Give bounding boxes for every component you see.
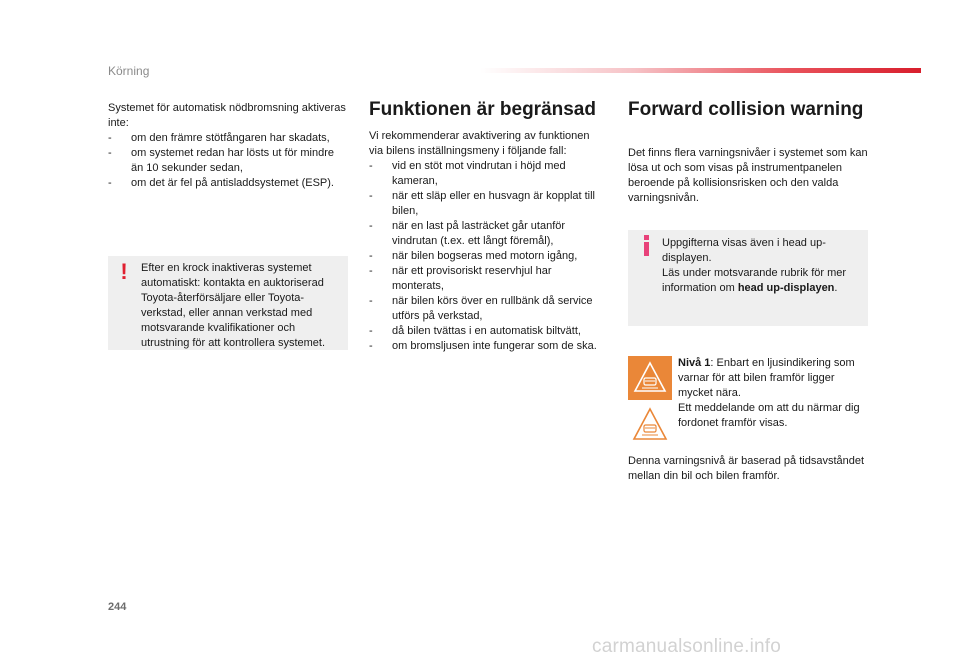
- info-bold-term: head up-displayen: [737, 282, 835, 294]
- section-title: Körning: [108, 64, 150, 78]
- page-number: 244: [108, 601, 127, 613]
- col1-intro: Systemet för automatisk nödbromsning aktiveras inte:: [108, 102, 346, 129]
- warning-box: [108, 256, 348, 350]
- info-line-1: Uppgifterna visas även i head up-displayen.: [662, 237, 826, 264]
- list-item: - om systemet redan har lösts ut för mindre än 10 sekunder sedan,: [108, 146, 348, 176]
- level-text: : Enbart en ljusindikering som varnar för att bilen framför ligger mycket nära.: [678, 357, 855, 399]
- col3-footer: Denna varningsnivå är baserad på tidsavståndet mellan din bil och bilen framför.: [628, 455, 865, 482]
- list-item: - om den främre stötfångaren har skadats,: [108, 131, 348, 146]
- info-box: [628, 230, 868, 326]
- col2-list: [369, 159, 605, 354]
- list-item: - när ett släp eller en husvagn är kopplat till bilen,: [369, 189, 605, 219]
- info-icon: [642, 234, 652, 258]
- col2-intro: Vi rekommenderar avaktivering av funktionen via bilens inställningsmeny i följande fall:: [369, 130, 590, 157]
- info-line-2: Läs under motsvarande rubrik för mer information om: [662, 267, 847, 294]
- info-text: [662, 236, 862, 296]
- col2-heading: Funktionen är begränsad: [369, 99, 596, 120]
- warning-text: Efter en krock inaktiveras systemet automatiskt: kontakta en auktoriserad Toyota-återförsäljare eller Toyota-verkstad, eller annan verkstad med motsvarande kvalifikationer och utrustning för att kontrollera systemet.: [141, 262, 326, 349]
- list-item: - när en last på lasträcket går utanför vindrutan (t.ex. ett långt föremål),: [369, 219, 605, 249]
- warning-exclamation-icon: !: [120, 259, 128, 284]
- col1-list: [108, 131, 348, 191]
- watermark: carmanualsonline.info: [592, 636, 782, 657]
- column-middle: [369, 99, 605, 354]
- list-item: - när bilen bogseras med motorn igång,: [369, 249, 605, 264]
- column-right: [628, 99, 868, 206]
- list-item: - om bromsljusen inte fungerar som de ska.: [369, 339, 605, 354]
- list-item: - när bilen körs över en rullbänk då service utförs på verkstad,: [369, 294, 605, 324]
- level-label: Nivå 1: [678, 357, 711, 369]
- level-description: [678, 356, 870, 431]
- list-item: - när ett provisoriskt reservhjul har monterats,: [369, 264, 605, 294]
- level-text-2: Ett meddelande om att du närmar dig fordonet framför visas.: [678, 402, 860, 429]
- list-item: - då bilen tvättas i en automatisk biltvätt,: [369, 324, 605, 339]
- list-item: - vid en stöt mot vindrutan i höjd med kameran,: [369, 159, 605, 189]
- col3-heading: Forward collision warning: [628, 99, 864, 120]
- column-left: [108, 101, 348, 191]
- collision-warning-icon: [628, 356, 672, 400]
- list-item: - om det är fel på antisladdsystemet (ESP).: [108, 176, 348, 191]
- collision-warning-icon: [630, 406, 670, 444]
- info-end: .: [834, 282, 838, 294]
- header-gradient-bar: [480, 68, 921, 73]
- col3-intro: Det finns flera varningsnivåer i systemet som kan lösa ut och som visas på instrumentpanelen beroende på kollisionsrisken och den valda varningsnivån.: [628, 147, 868, 204]
